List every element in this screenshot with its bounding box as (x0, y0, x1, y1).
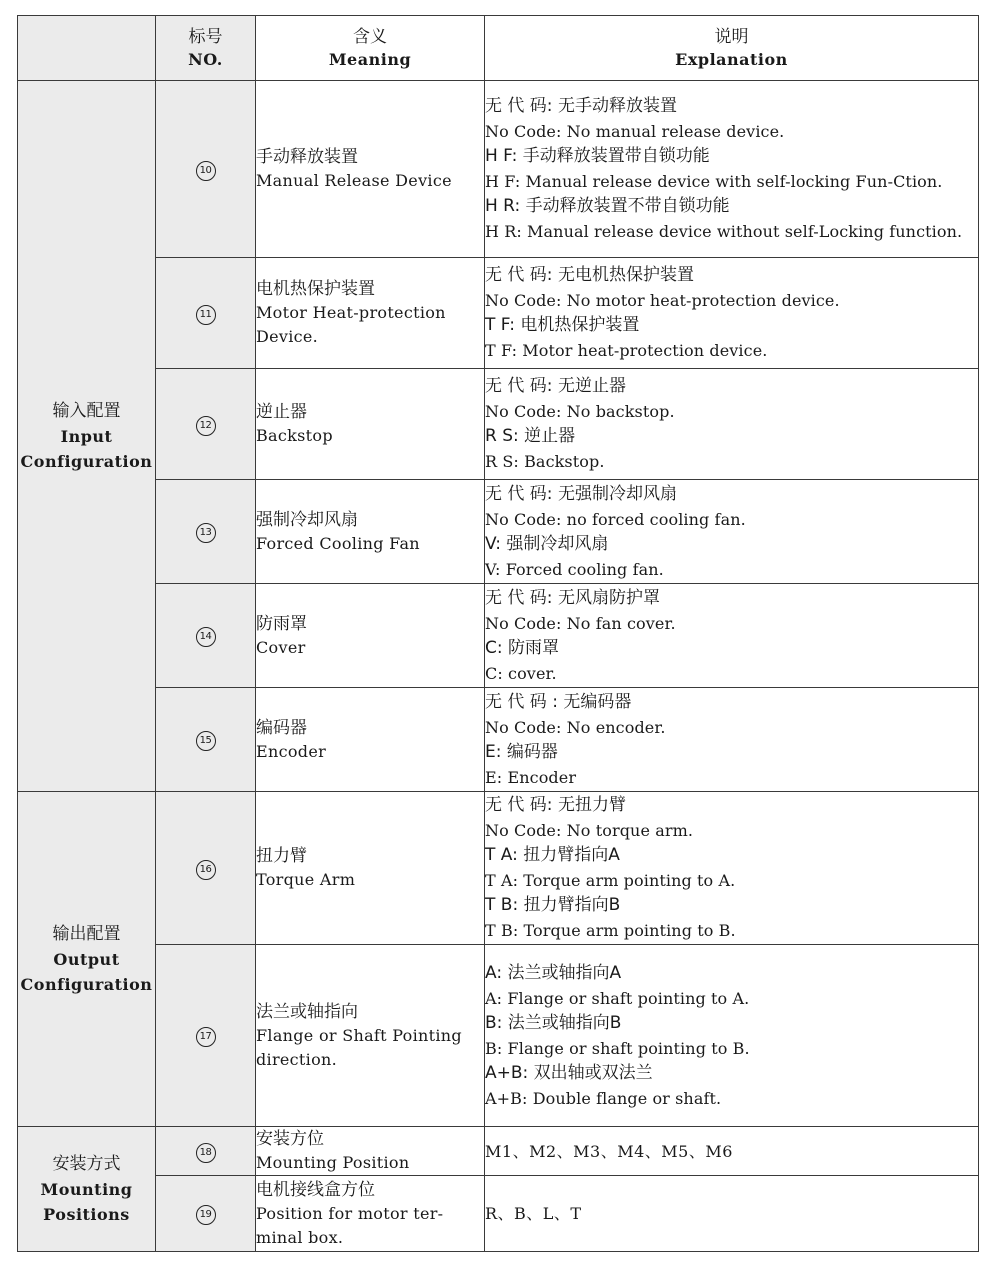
explanation-line: 无 代 码 : 无编码器 (485, 691, 632, 712)
explanation-line: No Code: No encoder. (485, 717, 666, 737)
explanation-line: E: 编码器 (485, 741, 558, 762)
row-number-cell (156, 480, 256, 584)
specification-table (17, 15, 979, 1252)
row-number-cell (156, 258, 256, 369)
meaning-cell (256, 688, 485, 792)
circled-number: 14 (196, 627, 216, 647)
explanation-line: No Code: No torque arm. (485, 821, 694, 840)
meaning-cn: 电机热保护装置 (256, 279, 375, 299)
explanation-line: A: Flange or shaft pointing to A. (485, 988, 750, 1008)
explanation-line: No Code: No backstop. (485, 402, 675, 421)
group-label-cn: 输入配置 (52, 400, 121, 421)
explanation-line: C: cover. (485, 663, 557, 683)
meaning-cell (256, 258, 485, 369)
header-explanation-cn: 说明 (714, 27, 749, 47)
group-label-en2: Configuration (20, 451, 153, 471)
group-label-cn: 输出配置 (52, 923, 121, 944)
explanation-line: T F: Motor heat-protection device. (485, 341, 768, 360)
explanation-line: B: Flange or shaft pointing to B. (485, 1038, 750, 1058)
table-row (18, 81, 979, 258)
explanation-cell (485, 792, 979, 945)
explanation-line: E: Encoder (485, 767, 577, 787)
explanation-line: T A: Torque arm pointing to A. (485, 871, 736, 890)
header-meaning-cn: 含义 (353, 27, 387, 47)
explanation-line: H F: Manual release device with self-locking Fun-Ction. (485, 172, 943, 191)
meaning-cn: 安装方位 (256, 1129, 324, 1149)
meaning-en: minal box. (256, 1227, 344, 1247)
explanation-cell (485, 480, 979, 584)
header-explanation-en: Explanation (675, 50, 788, 69)
table-row (18, 480, 979, 584)
explanation-line: H R: Manual release device without self-Locking function. (485, 222, 963, 241)
table-row (18, 584, 979, 688)
row-number-cell (156, 1127, 256, 1176)
circled-number: 19 (196, 1205, 216, 1225)
explanation-line: H R: 手动释放装置不带自锁功能 (485, 196, 730, 216)
meaning-cn: 强制冷却风扇 (256, 509, 358, 530)
explanation-cell (485, 945, 979, 1127)
group-label-en2: Positions (43, 1204, 130, 1224)
header-no-en: NO. (188, 50, 223, 69)
meaning-cell (256, 369, 485, 480)
explanation-line: R S: Backstop. (485, 452, 605, 471)
explanation-line: No Code: no forced cooling fan. (485, 509, 746, 529)
header-no-cn: 标号 (188, 27, 223, 47)
explanation-line: 无 代 码: 无扭力臂 (485, 795, 626, 815)
explanation-line: 无 代 码: 无手动释放装置 (485, 96, 677, 116)
header-explanation (485, 16, 979, 81)
circled-number: 18 (196, 1143, 216, 1163)
group-label-en2: Configuration (20, 974, 153, 994)
explanation-line: R S: 逆止器 (485, 426, 576, 446)
explanation-line: H F: 手动释放装置带自锁功能 (485, 146, 710, 166)
row-number-cell (156, 1176, 256, 1252)
row-number-cell (156, 584, 256, 688)
table-row (18, 792, 979, 945)
explanation-line: 无 代 码: 无逆止器 (485, 376, 626, 396)
group-output-configuration (18, 792, 156, 1127)
explanation-line: T B: Torque arm pointing to B. (485, 921, 736, 940)
circled-number: 11 (196, 305, 216, 325)
explanation-line: B: 法兰或轴指向B (485, 1012, 622, 1033)
table-row (18, 1127, 979, 1176)
meaning-en: Encoder (256, 741, 327, 761)
table-row (18, 369, 979, 480)
explanation-line: No Code: No fan cover. (485, 613, 676, 633)
meaning-en: Mounting Position (256, 1153, 410, 1172)
explanation-cell (485, 1127, 979, 1176)
header-blank-cell (18, 16, 156, 81)
explanation-cell (485, 584, 979, 688)
explanation-line: 无 代 码: 无风扇防护罩 (485, 587, 660, 608)
explanation-line: M1、M2、M3、M4、M5、M6 (485, 1141, 733, 1161)
group-label-en1: Input (60, 426, 113, 446)
meaning-en: Cover (256, 637, 306, 657)
header-meaning (256, 16, 485, 81)
explanation-line: A+B: 双出轴或双法兰 (485, 1062, 653, 1083)
explanation-line: No Code: No motor heat-protection device. (485, 291, 840, 310)
explanation-line: T B: 扭力臂指向B (485, 895, 621, 915)
table-row (18, 258, 979, 369)
explanation-line: A+B: Double flange or shaft. (485, 1088, 722, 1108)
row-number-cell (156, 792, 256, 945)
meaning-cell (256, 1176, 485, 1252)
circled-number: 17 (196, 1027, 216, 1047)
group-input-configuration (18, 81, 156, 792)
table-body (18, 81, 979, 1252)
group-label-en1: Mounting (40, 1179, 133, 1199)
explanation-line: V: Forced cooling fan. (485, 559, 664, 579)
meaning-cn: 电机接线盒方位 (256, 1179, 375, 1200)
explanation-cell (485, 688, 979, 792)
explanation-cell (485, 1176, 979, 1252)
meaning-cell (256, 480, 485, 584)
explanation-line: R、B、L、T (485, 1204, 582, 1223)
table-row (18, 1176, 979, 1252)
meaning-en: Torque Arm (256, 870, 356, 889)
meaning-en: Position for motor ter- (256, 1203, 444, 1223)
explanation-line: V: 强制冷却风扇 (485, 533, 609, 554)
meaning-en: Device. (256, 327, 319, 346)
explanation-line: A: 法兰或轴指向A (485, 962, 622, 983)
row-number-cell (156, 688, 256, 792)
group-mounting-positions (18, 1127, 156, 1252)
table-row (18, 945, 979, 1127)
row-number-cell (156, 81, 256, 258)
meaning-cn: 扭力臂 (256, 846, 307, 866)
circled-number: 12 (196, 416, 216, 436)
meaning-cell (256, 81, 485, 258)
row-number-cell (156, 945, 256, 1127)
meaning-en: direction. (256, 1049, 338, 1069)
meaning-cn: 手动释放装置 (256, 147, 358, 167)
meaning-cn: 法兰或轴指向 (256, 1001, 358, 1022)
explanation-cell (485, 81, 979, 258)
explanation-line: 无 代 码: 无电机热保护装置 (485, 265, 694, 285)
meaning-cell (256, 945, 485, 1127)
meaning-en: Forced Cooling Fan (256, 533, 420, 553)
explanation-line: 无 代 码: 无强制冷却风扇 (485, 483, 677, 504)
meaning-cn: 逆止器 (256, 402, 307, 422)
explanation-line: T A: 扭力臂指向A (485, 845, 620, 865)
table-header-row (18, 16, 979, 81)
group-label-cn: 安装方式 (52, 1153, 121, 1174)
explanation-line: C: 防雨罩 (485, 637, 560, 658)
meaning-en: Backstop (256, 426, 333, 445)
explanation-line: No Code: No manual release device. (485, 122, 785, 141)
circled-number: 10 (196, 161, 216, 181)
header-no (156, 16, 256, 81)
row-number-cell (156, 369, 256, 480)
table-row (18, 688, 979, 792)
meaning-en: Manual Release Device (256, 171, 452, 190)
meaning-cell (256, 792, 485, 945)
explanation-cell (485, 258, 979, 369)
explanation-cell (485, 369, 979, 480)
explanation-line: T F: 电机热保护装置 (485, 315, 640, 335)
meaning-cell (256, 1127, 485, 1176)
circled-number: 15 (196, 731, 216, 751)
circled-number: 13 (196, 523, 216, 543)
meaning-cell (256, 584, 485, 688)
meaning-en: Motor Heat-protection (256, 303, 446, 322)
circled-number: 16 (196, 860, 216, 880)
group-label-en1: Output (53, 949, 120, 969)
meaning-cn: 编码器 (256, 717, 307, 738)
meaning-en: Flange or Shaft Pointing (256, 1025, 462, 1045)
meaning-cn: 防雨罩 (256, 613, 307, 634)
header-meaning-en: Meaning (328, 50, 412, 69)
